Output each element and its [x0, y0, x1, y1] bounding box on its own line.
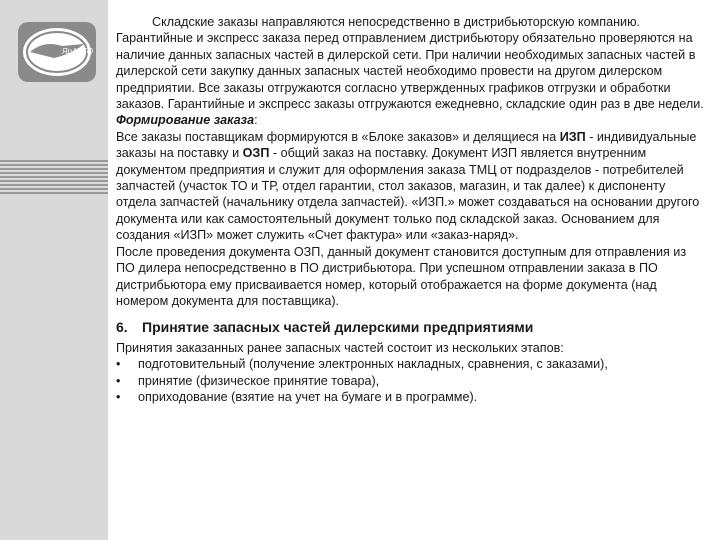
bullet-icon: •	[116, 373, 121, 388]
stages-list	[116, 356, 706, 405]
section-6-number: 6.	[116, 319, 128, 336]
company-logo	[18, 22, 96, 82]
list-item-text: подготовительный (получение электронных накладных, сравнения, с заказами),	[138, 357, 608, 372]
ordering-text-b: - индивидуальные заказы на поставку и	[116, 129, 697, 161]
ordering-heading	[116, 112, 706, 128]
section-6-heading	[116, 319, 706, 335]
intro-paragraph: Складские заказы направляются непосредственно в дистрибьюторскую компанию. Гарантийные и экспресс заказа перед отправлением дистрибьютору обязательно проверяются на наличие данных запасных частей в дилерской сети. При наличии необходимых запасных частей в дилерской сети закупку данных запасных частей необходимо провести на другом дилерском предприятии. Все заказы отгружаются согласно утвержденных графиков отгрузки и обработки заказов. Гарантийные и экспресс заказы отгружаются ежедневно, складские один раз в две недели.	[116, 15, 704, 112]
ordering-title-suffix: :	[254, 113, 258, 128]
list-item	[116, 356, 706, 372]
logo-text: ЯрАВТО	[62, 47, 93, 56]
bullet-icon: •	[116, 389, 121, 404]
list-item	[116, 389, 706, 405]
document-body	[116, 14, 706, 405]
section-6-intro: Принятия заказанных ранее запасных частей состоит из нескольких этапов:	[116, 340, 564, 355]
ordering-paragraph-1	[116, 129, 706, 244]
ordering-paragraph-2: После проведения документа ОЗП, данный документ становится доступным для отправления из ПО дилера непосредственно в ПО дистрибьютора. При успешном отправлении заказа в ПО дистрибьютора ему присваивается номер, который отображается на форме документа (над номером документа для поставщика).	[116, 244, 687, 308]
izp-term: ИЗП	[559, 129, 586, 144]
ordering-title: Формирование заказа	[116, 113, 255, 128]
bullet-icon: •	[116, 357, 121, 372]
ordering-text-c: - общий заказ на поставку. Документ ИЗП является внутренним документом предприятия и служит для оформления заказа ТМЦ от подразделов - потребителей запчастей (участок ТО и ТР, отдел гарантии, стол заказов, магазин, и так далее) к диспоненту отдела запчастей (начальнику отдела запчастей). «ИЗП.» может создаваться на основании другого документа или как самостоятельный документ только под складской заказ. Основанием для создания «ИЗП» может служить «Счет фактура» или «заказ-наряд».	[116, 146, 700, 243]
ozp-term: ОЗП	[242, 146, 270, 161]
decorative-stripes	[0, 160, 108, 196]
list-item	[116, 373, 706, 389]
left-sidebar	[0, 0, 108, 540]
section-6-title: Принятие запасных частей дилерскими предприятиями	[142, 319, 534, 336]
list-item-text: оприходование (взятие на учет на бумаге и в программе).	[138, 389, 478, 404]
ordering-text-a: Все заказы поставщикам формируются в «Блоке заказов» и делящиеся на	[116, 129, 560, 144]
list-item-text: принятие (физическое принятие товара),	[138, 373, 380, 388]
